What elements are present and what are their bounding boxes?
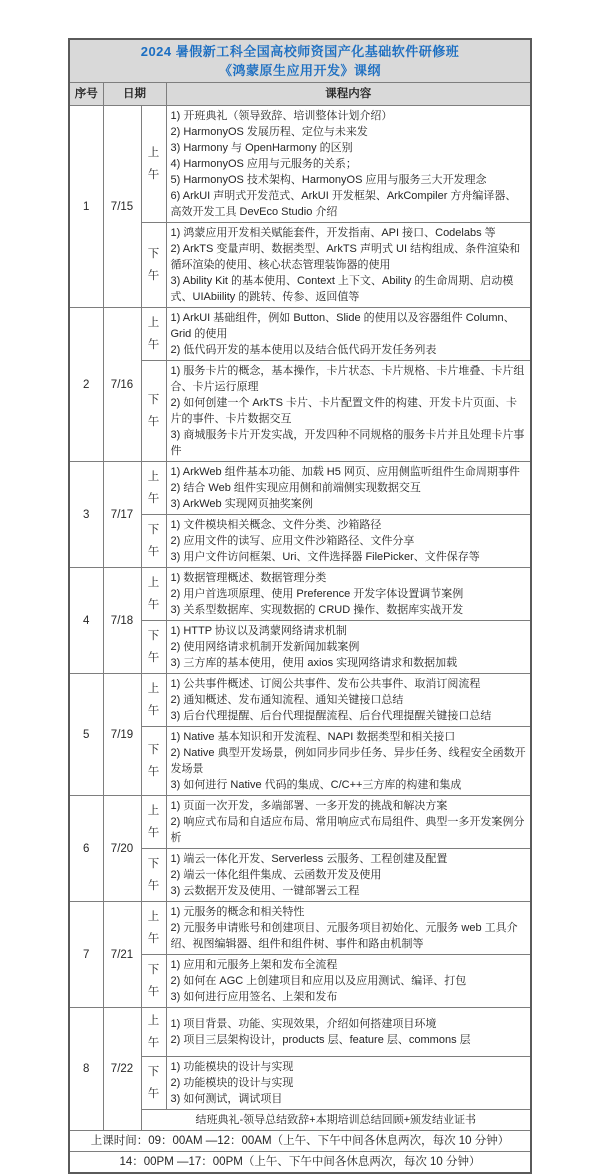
course-item: 3) 商城服务卡片开发实战，开发四种不同规格的服务卡片并且处理卡片事件 — [170, 429, 525, 457]
period-cell: 上午 — [141, 568, 166, 621]
course-item: 3) 三方库的基本使用，使用 axios 实现网络请求和数据加载 — [170, 657, 458, 669]
content-cell — [166, 462, 531, 515]
course-item: 2) 如何在 AGC 上创建项目和应用以及应用测试、编译、打包 — [170, 975, 467, 987]
content-cell — [166, 515, 531, 568]
class-time-morning: 上课时间：09：00AM —12：00AM（上午、下午中间各休息两次，每次 10 分钟） — [69, 1131, 531, 1152]
course-item: 2) 元服务申请账号和创建项目、元服务项目初始化、元服务 web 工具介绍、视图编辑器、组件和组件树、事件和路由机制等 — [170, 922, 518, 950]
course-item: 1) ArkWeb 组件基本功能、加载 H5 网页、应用侧监听组件生命周期事件 — [170, 466, 520, 478]
course-item: 1) 功能模块的设计与实现 — [170, 1061, 294, 1073]
column-header-date: 日期 — [103, 83, 166, 106]
closing-ceremony-cell: 结班典礼-领导总结致辞+本期培训总结回顾+颁发结业证书 — [141, 1110, 531, 1131]
syllabus-head — [69, 39, 531, 106]
course-item: 1) 文件模块相关概念、文件分类、沙箱路径 — [170, 519, 382, 531]
period-cell: 下午 — [141, 849, 166, 902]
course-item: 1) 项目背景、功能、实现效果，介绍如何搭建项目环境 — [170, 1018, 437, 1030]
date-cell: 7/19 — [103, 674, 141, 796]
content-cell — [166, 796, 531, 849]
serial-cell: 6 — [69, 796, 103, 902]
content-cell — [166, 1008, 531, 1057]
course-item: 2) Native 典型开发场景，例如同步同步任务、异步任务、线程安全函数开发场景 — [170, 747, 526, 775]
page — [0, 38, 600, 1168]
course-item: 2) 结合 Web 组件实现应用侧和前端侧实现数据交互 — [170, 482, 421, 494]
date-cell: 7/15 — [103, 106, 141, 308]
content-cell — [166, 106, 531, 223]
content-cell — [166, 849, 531, 902]
period-cell: 下午 — [141, 621, 166, 674]
course-item: 3) 后台代理提醒、后台代理提醒流程、后台代理提醒关键接口总结 — [170, 710, 492, 722]
course-item: 2) 低代码开发的基本使用以及结合低代码开发任务列表 — [170, 344, 437, 356]
day-7-morning-row — [69, 902, 531, 955]
content-cell — [166, 727, 531, 796]
title-cell — [69, 39, 531, 83]
course-item: 2) 用户首选项原理、使用 Preference 开发字体设置调节案例 — [170, 588, 464, 600]
period-cell: 上午 — [141, 902, 166, 955]
day-8-morning-row — [69, 1008, 531, 1057]
date-cell: 7/18 — [103, 568, 141, 674]
period-cell: 上午 — [141, 308, 166, 361]
column-header-content: 课程内容 — [166, 83, 531, 106]
serial-cell: 5 — [69, 674, 103, 796]
serial-cell: 7 — [69, 902, 103, 1008]
serial-cell: 1 — [69, 106, 103, 308]
course-item: 1) 鸿蒙应用开发相关赋能套件，开发指南、API 接口、Codelabs 等 — [170, 227, 496, 239]
course-item: 1) 数据管理概述、数据管理分类 — [170, 572, 327, 584]
serial-cell: 3 — [69, 462, 103, 568]
course-item: 3) 如何进行应用签名、上架和发布 — [170, 991, 338, 1003]
column-header-row — [69, 83, 531, 106]
course-item: 3) 如何测试，调试项目 — [170, 1093, 283, 1105]
period-cell: 上午 — [141, 462, 166, 515]
course-item: 1) 服务卡片的概念，基本操作，卡片状态、卡片规格、卡片堆叠、卡片组合、卡片运行原理 — [170, 365, 525, 393]
course-item: 1) Native 基本知识和开发流程、NAPI 数据类型和相关接口 — [170, 731, 456, 743]
period-cell: 下午 — [141, 955, 166, 1008]
class-time-afternoon: 14：00PM —17：00PM（上午、下午中间各休息两次，每次 10 分钟） — [69, 1152, 531, 1174]
course-item: 1) HTTP 协议以及鸿蒙网络请求机制 — [170, 625, 347, 637]
course-item: 1) 开班典礼（领导致辞、培训整体计划介绍） — [170, 110, 393, 122]
period-cell: 上午 — [141, 674, 166, 727]
period-cell: 下午 — [141, 727, 166, 796]
course-item: 3) Ability Kit 的基本使用、Context 上下文、Ability 的生命周期、启动模式、UIAbiility 的跳转、传参、返回值等 — [170, 275, 514, 303]
content-cell — [166, 1057, 531, 1110]
content-cell — [166, 568, 531, 621]
course-item: 3) 如何进行 Native 代码的集成、C/C++三方库的构建和集成 — [170, 779, 462, 791]
course-item: 3) ArkWeb 实现网页抽奖案例 — [170, 498, 313, 510]
period-cell: 下午 — [141, 515, 166, 568]
syllabus-table — [68, 38, 532, 1174]
syllabus-footer — [69, 1131, 531, 1174]
course-item: 2) ArkTS 变量声明、数据类型、ArkTS 声明式 UI 结构组成、条件渲染和循环渲染的使用、核心状态管理装饰器的使用 — [170, 243, 521, 271]
period-cell: 下午 — [141, 1057, 166, 1110]
course-item: 4) HarmonyOS 应用与元服务的关系； — [170, 158, 357, 170]
period-cell: 上午 — [141, 106, 166, 223]
day-6-morning-row — [69, 796, 531, 849]
course-item: 2) 响应式布局和自适应布局、常用响应式布局组件、典型一多开发案例分析 — [170, 816, 525, 844]
day-5-morning-row — [69, 674, 531, 727]
course-item: 2) 功能模块的设计与实现 — [170, 1077, 294, 1089]
course-item: 1) 页面一次开发，多端部署、一多开发的挑战和解决方案 — [170, 800, 448, 812]
course-item: 2) 使用网络请求机制开发新闻加载案例 — [170, 641, 360, 653]
class-time-row-2 — [69, 1152, 531, 1174]
column-header-serial: 序号 — [69, 83, 103, 106]
serial-cell: 4 — [69, 568, 103, 674]
serial-cell: 8 — [69, 1008, 103, 1131]
course-item: 5) HarmonyOS 技术架构、HarmonyOS 应用与服务三大开发理念 — [170, 174, 487, 186]
course-item: 3) 云数据开发及使用、一键部署云工程 — [170, 885, 360, 897]
serial-cell: 2 — [69, 308, 103, 462]
course-item: 1) ArkUI 基础组件，例如 Button、Slide 的使用以及容器组件 Column、Grid 的使用 — [170, 312, 515, 340]
course-item: 2) 端云一体化组件集成、云函数开发及使用 — [170, 869, 382, 881]
course-item: 1) 元服务的概念和相关特性 — [170, 906, 305, 918]
content-cell — [166, 308, 531, 361]
course-item: 3) Harmony 与 OpenHarmony 的区别 — [170, 142, 353, 154]
period-cell: 下午 — [141, 223, 166, 308]
course-item: 3) 关系型数据库、实现数据的 CRUD 操作、数据库实战开发 — [170, 604, 464, 616]
date-cell: 7/20 — [103, 796, 141, 902]
course-item: 2) 应用文件的读写、应用文件沙箱路径、文件分享 — [170, 535, 415, 547]
page-title-line2: 《鸿蒙原生应用开发》课纲 — [218, 63, 381, 78]
title-row — [69, 39, 531, 83]
period-cell: 下午 — [141, 361, 166, 462]
course-item: 2) HarmonyOS 发展历程、定位与未来发 — [170, 126, 368, 138]
content-cell — [166, 223, 531, 308]
course-item: 1) 应用和元服务上架和发布全流程 — [170, 959, 338, 971]
course-item: 1) 端云一体化开发、Serverless 云服务、工程创建及配置 — [170, 853, 448, 865]
course-item: 3) 用户文件访问框架、Uri、文件选择器 FilePicker、文件保存等 — [170, 551, 480, 563]
course-item: 6) ArkUI 声明式开发范式、ArkUI 开发框架、ArkCompiler 方舟编译器、高效开发工具 DevEco Studio 介绍 — [170, 190, 517, 218]
content-cell — [166, 674, 531, 727]
date-cell: 7/16 — [103, 308, 141, 462]
syllabus-body — [69, 106, 531, 1131]
date-cell: 7/17 — [103, 462, 141, 568]
day-3-morning-row — [69, 462, 531, 515]
content-cell — [166, 361, 531, 462]
page-title-line1: 2024 暑假新工科全国高校师资国产化基础软件研修班 — [140, 44, 460, 59]
content-cell — [166, 955, 531, 1008]
course-item: 1) 公共事件概述、订阅公共事件、发布公共事件、取消订阅流程 — [170, 678, 481, 690]
date-cell: 7/22 — [103, 1008, 141, 1131]
day-1-morning-row — [69, 106, 531, 223]
period-cell: 上午 — [141, 796, 166, 849]
date-cell: 7/21 — [103, 902, 141, 1008]
course-item: 2) 通知概述、发布通知流程、通知关键接口总结 — [170, 694, 404, 706]
day-4-morning-row — [69, 568, 531, 621]
content-cell — [166, 621, 531, 674]
course-item: 2) 项目三层架构设计，products 层、feature 层、commons 层 — [170, 1034, 471, 1046]
day-2-morning-row — [69, 308, 531, 361]
class-time-row-1 — [69, 1131, 531, 1152]
period-cell: 上午 — [141, 1008, 166, 1057]
content-cell — [166, 902, 531, 955]
course-item: 2) 如何创建一个 ArkTS 卡片、卡片配置文件的构建、开发卡片页面、卡片的事件、卡片数据交互 — [170, 397, 518, 425]
